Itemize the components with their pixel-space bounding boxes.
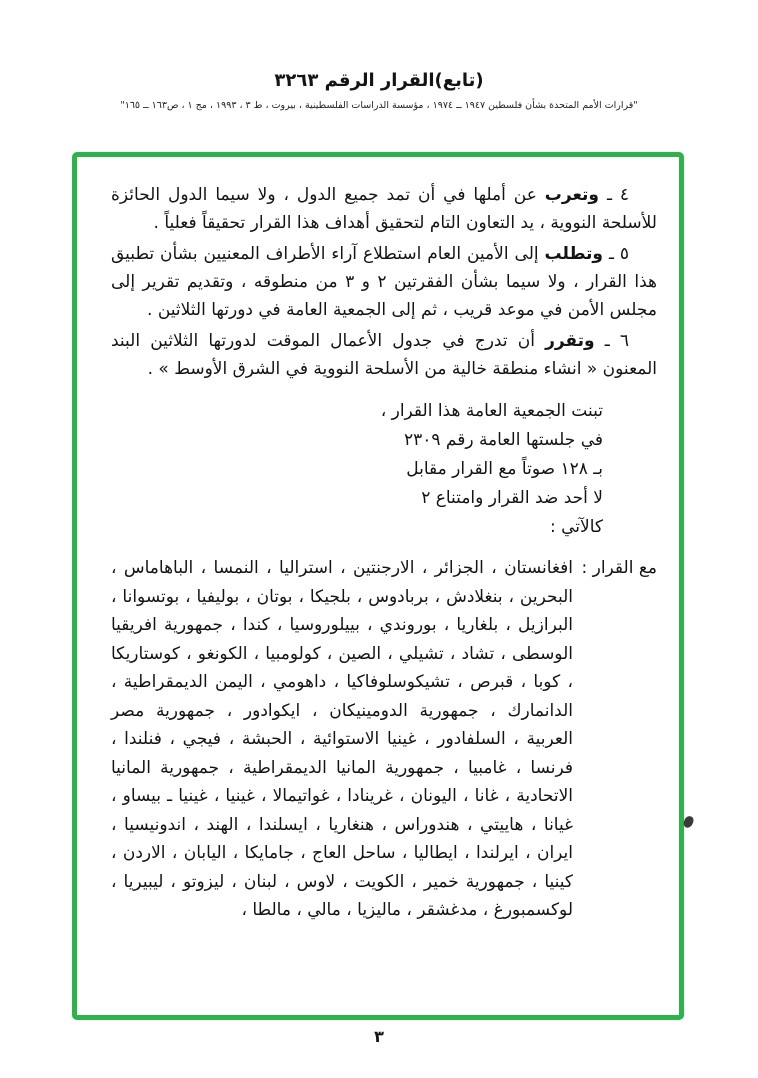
document-header: [0, 70, 758, 111]
paragraph-text: إلى الأمين العام استطلاع آراء الأطراف المعنيين بشأن تطبيق هذا القرار ، ولا سيما بشأن الفقرتين ٢ و ٣ من منطوقه ، وتقديم تقرير إلى مجلس الأمن في موعد قريب ، ثم إلى الجمعية العامة في دورتها الثلاثين .: [111, 244, 657, 320]
vote-record: [111, 554, 657, 925]
adoption-line: بـ ١٢٨ صوتاً مع القرار مقابل: [406, 459, 603, 479]
adoption-note: [111, 397, 603, 542]
adoption-line: لا أحد ضد القرار وامتناع ٢: [421, 488, 603, 508]
page-number: ٣: [374, 1027, 384, 1046]
vote-countries-list: افغانستان ، الجزائر ، الارجنتين ، استراليا ، النمسا ، الباهاماس ، البحرين ، بنغلادش ، بربادوس ، بلجيكا ، بوتان ، بوليفيا ، بوتسوانا ، البرازيل ، بلغاريا ، بوروندي ، بييلوروسيا ، كندا ، جمهورية افريقيا الوسطى ، تشاد ، تشيلي ، الصين ، كولومبيا ، الكونغو ، كوستاريكا ، كوبا ، قبرص ، تشيكوسلوفاكيا ، داهومي ، اليمن الديمقراطية ، الدانمارك ، جمهورية الدومينيكان ، ايكوادور ، جمهورية مصر العربية ، السلفادور ، غينيا الاستوائية ، الحبشة ، فيجي ، فنلندا ، فرنسا ، غامبيا ، جمهورية المانيا الديمقراطية ، جمهورية المانيا الاتحادية ، غانا ، اليونان ، غرينادا ، غواتيمالا ، غينيا ، غينيا ـ بيساو ، غيانا ، هاييتي ، هندوراس ، هنغاريا ، ايسلندا ، الهند ، اندونيسيا ، ايران ، ايرلندا ، ايطاليا ، ساحل العاج ، جامايكا ، اليابان ، الاردن ، كينيا ، جمهورية خمير ، الكويت ، لاوس ، لبنان ، ليزوتو ، ليبيريا ، لوكسمبورغ ، مدغشقر ، ماليزيا ، مالي ، مالطا ،: [111, 558, 573, 920]
adoption-line: تبنت الجمعية العامة هذا القرار ،: [380, 401, 603, 421]
adoption-line: كالآتي :: [549, 517, 603, 537]
vote-label: مع القرار :: [581, 558, 657, 578]
citation-line: "قرارات الأمم المتحدة بشأن فلسطين ١٩٤٧ ــ ١٩٧٤ ، مؤسسة الدراسات الفلسطينية ، بيروت ، ط ٣ ، ١٩٩٣ ، مج ١ ، ص١٦٣ ــ ١٦٥": [120, 100, 638, 111]
paragraph-lead: وتقرر: [545, 331, 595, 351]
content-frame: [72, 152, 684, 1020]
paragraph-6: [111, 327, 657, 383]
page-title: (تابع)القرار الرقم ٣٢٦٣: [274, 70, 484, 91]
paragraph-4: [111, 181, 657, 237]
scan-artifact: [682, 815, 695, 829]
paragraph-number: ٦ ـ: [594, 331, 629, 351]
paragraph-5: [111, 240, 657, 324]
adoption-line: في جلستها العامة رقم ٢٣٠٩: [403, 430, 603, 450]
paragraph-number: ٤ ـ: [599, 185, 629, 205]
paragraph-lead: وتطلب: [544, 244, 603, 264]
paragraph-text: عن أملها في أن تمد جميع الدول ، ولا سيما الدول الحائزة للأسلحة النووية ، يد التعاون التام لتحقيق أهداف هذا القرار تحقيقاً فعلياً .: [111, 185, 657, 233]
paragraph-text: أن تدرج في جدول الأعمال الموقت لدورتها الثلاثين البند المعنون « انشاء منطقة خالية من الأسلحة النووية في الشرق الأوسط » .: [111, 331, 657, 379]
paragraph-number: ٥ ـ: [603, 244, 630, 264]
paragraph-lead: وتعرب: [544, 185, 600, 205]
